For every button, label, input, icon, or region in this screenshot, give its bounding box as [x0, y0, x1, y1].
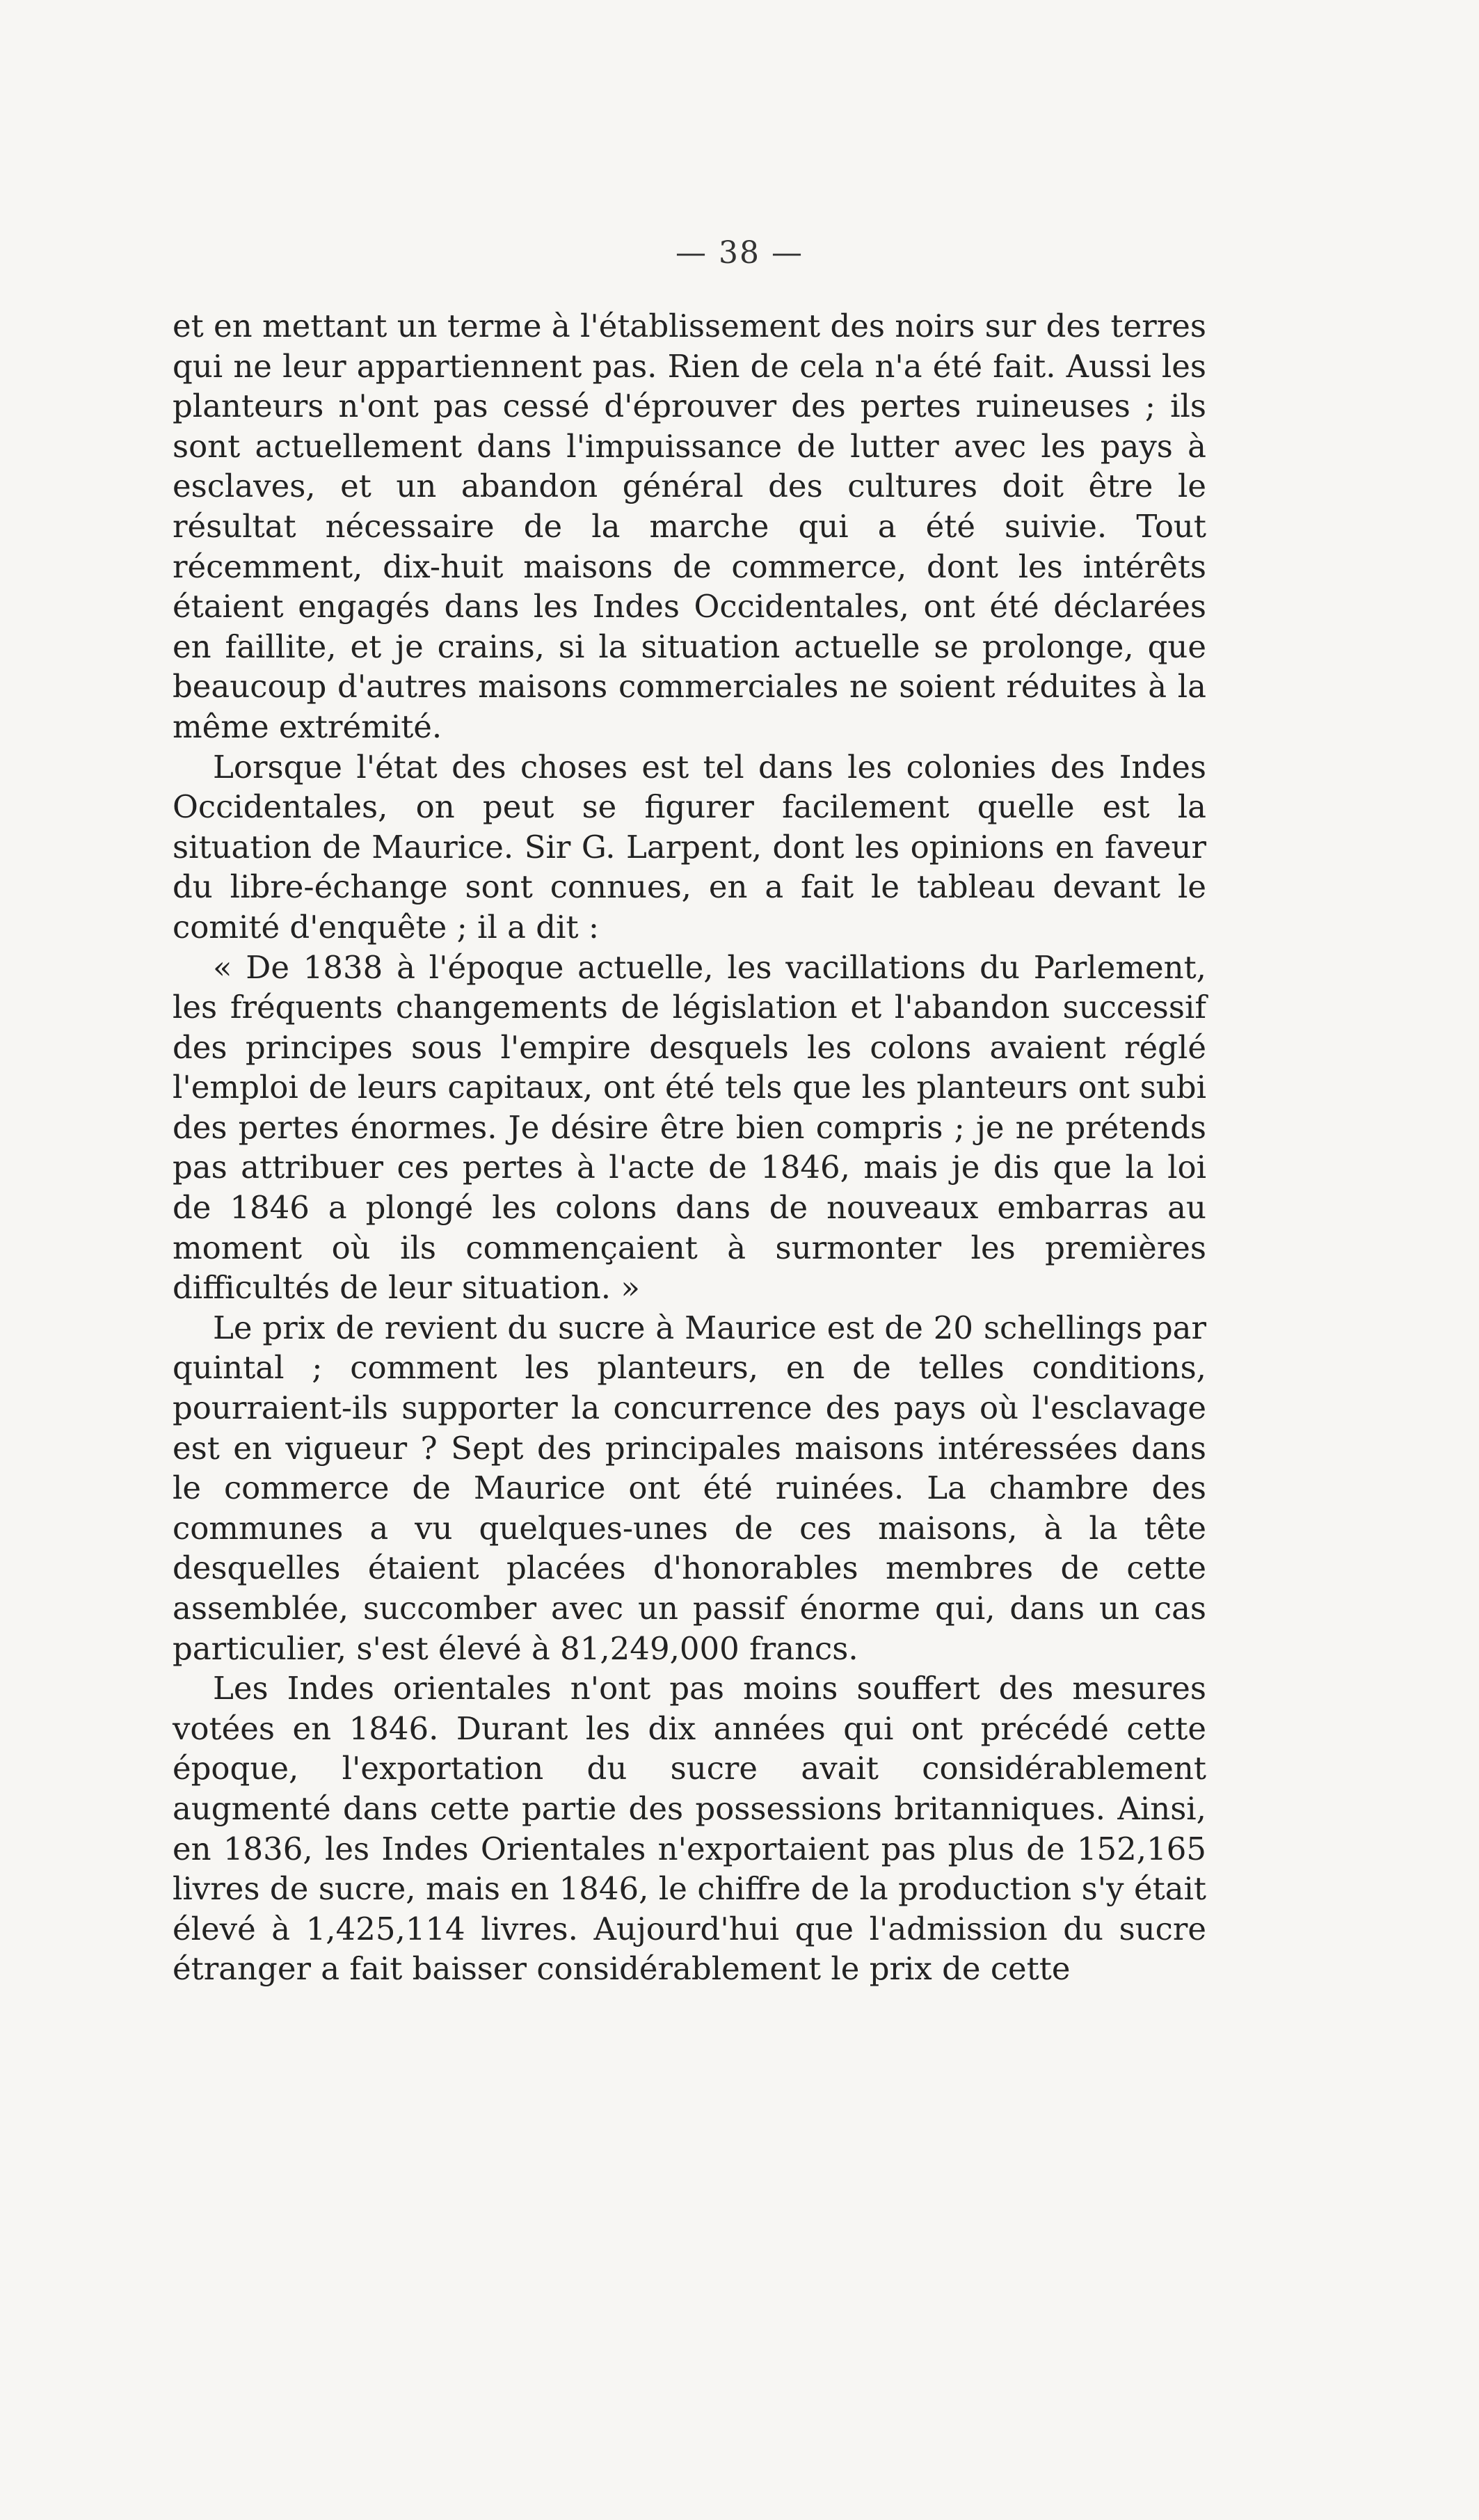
- quotation-paragraph: « De 1838 à l'époque actuelle, les vacillations du Parlement, les fréquents changements de législation et l'abandon successif des principes sous l'empire desquels les colons avaient réglé l'emploi de leurs capitaux, ont été tels que les planteurs ont subi des pertes énormes. Je désire être bien compris ; je ne prétends pas attribuer ces pertes à l'acte de 1846, mais je dis que la loi de 1846 a plongé les colons dans de nouveaux embarras au moment où ils commençaient à surmonter les premières difficultés de leur situation. »: [173, 948, 1206, 1307]
- paragraph: Lorsque l'état des choses est tel dans les colonies des Indes Occidentales, on peut se figurer facilement quelle est la situation de Maurice. Sir G. Larpent, dont les opinions en faveur du libre-échange sont connues, en a fait le tableau devant le comité d'enquête ; il a dit :: [173, 748, 1206, 946]
- paragraph: et en mettant un terme à l'établissement des noirs sur des terres qui ne leur appartiennent pas. Rien de cela n'a été fait. Aussi les planteurs n'ont pas cessé d'éprouver des pertes ruineuses ; ils sont actuellement dans l'impuissance de lutter avec les pays à esclaves, et un abandon général des cultures doit être le résultat nécessaire de la marche qui a été suivie. Tout récemment, dix-huit maisons de commerce, dont les intérêts étaient engagés dans les Indes Occidentales, ont été déclarées en faillite, et je crains, si la situation actuelle se prolonge, que beaucoup d'autres maisons commerciales ne soient réduites à la même extrémité.: [173, 308, 1206, 745]
- body-text: [173, 306, 1206, 1989]
- paragraph: Le prix de revient du sucre à Maurice est de 20 schellings par quintal ; comment les planteurs, en de telles conditions, pourraient-ils supporter la concurrence des pays où l'esclavage est en vigueur ? Sept des principales maisons intéressées dans le commerce de Maurice ont été ruinées. La chambre des communes a vu quelques-unes de ces maisons, à la tête desquelles étaient placées d'honorables membres de cette assemblée, succomber avec un passif énorme qui, dans un cas particulier, s'est élevé à 81,249,000 francs.: [173, 1309, 1206, 1667]
- page-number: — 38 —: [675, 235, 804, 271]
- paragraph: Les Indes orientales n'ont pas moins souffert des mesures votées en 1846. Durant les dix années qui ont précédé cette époque, l'exportation du sucre avait considérablement augmenté dans cette partie des possessions britanniques. Ainsi, en 1836, les Indes Orientales n'exportaient pas plus de 152,165 livres de sucre, mais en 1846, le chiffre de la production s'y était élevé à 1,425,114 livres. Aujourd'hui que l'admission du sucre étranger a fait baisser considérablement le prix de cette: [173, 1670, 1206, 1988]
